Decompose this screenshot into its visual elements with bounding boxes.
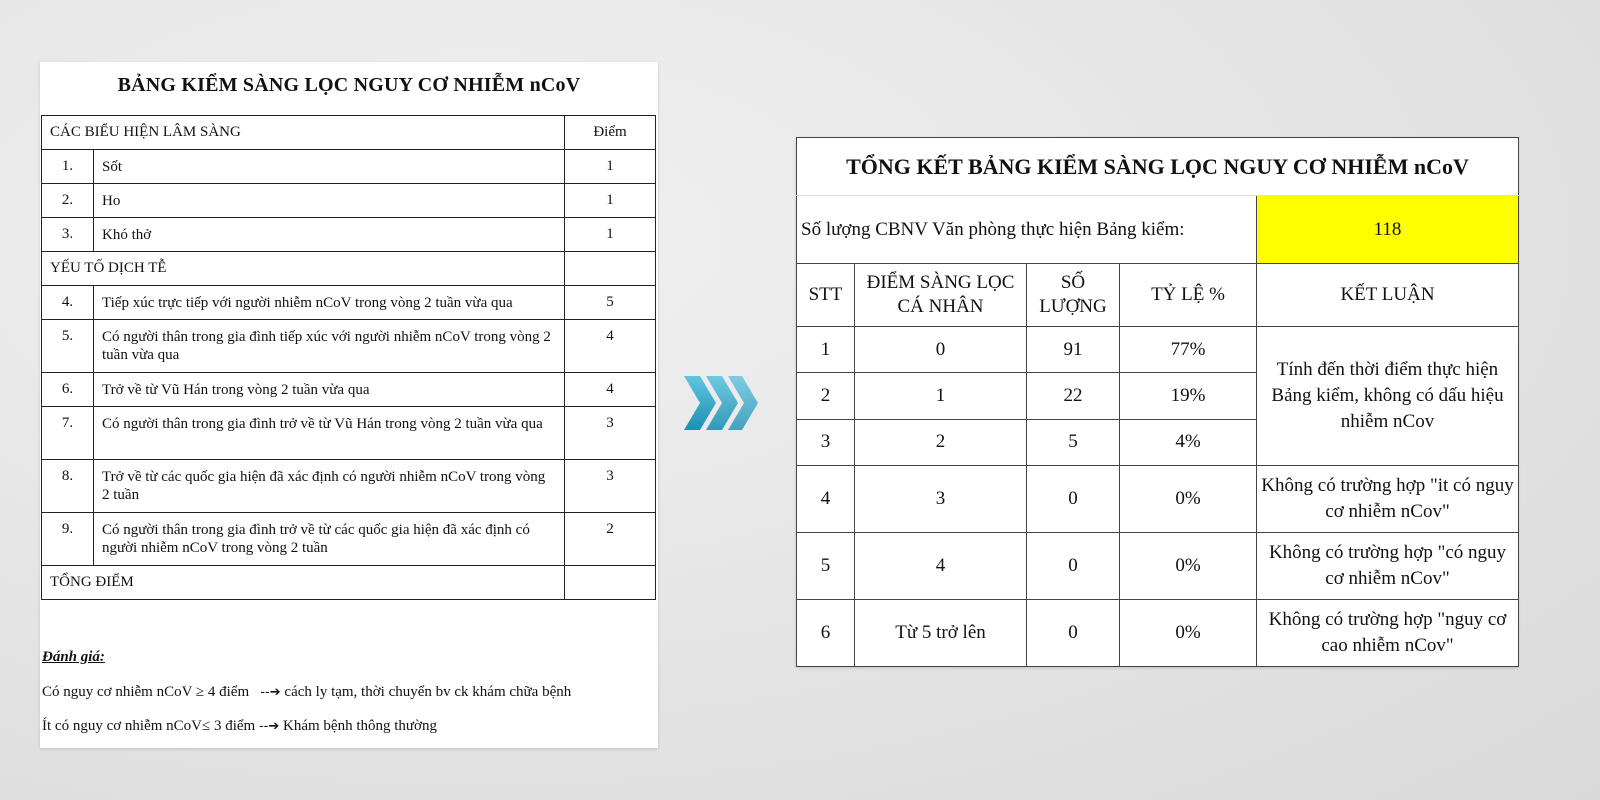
item-text: Có người thân trong gia đình trở về từ các quốc gia hiện đã xác định có người nhiễm nCoV trong vòng 2 tuần: [94, 513, 565, 566]
section-row-clinical: [42, 116, 656, 150]
total-points-empty: [565, 566, 656, 600]
header-quantity: SỐ LƯỢNG: [1027, 264, 1120, 327]
row-ratio: 77%: [1120, 327, 1257, 373]
item-points: 3: [565, 460, 656, 513]
table-row: [42, 373, 656, 407]
table-row: [797, 532, 1519, 599]
evaluation-condition: Ít có nguy cơ nhiễm nCoV≤ 3 điểm: [42, 718, 256, 734]
section-points-empty: [565, 252, 656, 286]
row-stt: 4: [797, 465, 855, 532]
item-points: 1: [565, 150, 656, 184]
table-row: [42, 407, 656, 460]
table-row: [42, 286, 656, 320]
row-ratio: 0%: [1120, 532, 1257, 599]
summary-header-row: [797, 264, 1519, 327]
row-quantity: 0: [1027, 599, 1120, 666]
arrow-right-icon: --➔: [258, 719, 280, 734]
table-row: [797, 599, 1519, 666]
row-conclusion: Không có trường hợp "nguy cơ cao nhiễm nCov": [1257, 599, 1519, 666]
summary-document: [796, 137, 1518, 667]
item-points: 3: [565, 407, 656, 460]
table-row: [42, 460, 656, 513]
evaluation-action: cách ly tạm, thời chuyển bv ck khám chữa bệnh: [284, 684, 572, 700]
row-score: 3: [855, 465, 1027, 532]
section-row-epidemic: [42, 252, 656, 286]
row-score: Từ 5 trở lên: [855, 599, 1027, 666]
row-stt: 3: [797, 419, 855, 465]
row-score: 0: [855, 327, 1027, 373]
item-points: 2: [565, 513, 656, 566]
item-text: Có người thân trong gia đình trở về từ Vũ Hán trong vòng 2 tuần vừa qua: [94, 407, 565, 460]
row-stt: 6: [797, 599, 855, 666]
table-row: [797, 327, 1519, 373]
row-quantity: 22: [1027, 373, 1120, 419]
row-stt: 2: [797, 373, 855, 419]
row-stt: 5: [797, 532, 855, 599]
row-ratio: 4%: [1120, 419, 1257, 465]
evaluation-action: Khám bệnh thông thường: [283, 718, 437, 734]
item-number: 4.: [42, 286, 94, 320]
total-label: TỔNG ĐIỂM: [42, 566, 565, 600]
row-quantity: 91: [1027, 327, 1120, 373]
table-row: [42, 218, 656, 252]
row-score: 1: [855, 373, 1027, 419]
header-ratio: TỶ LỆ %: [1120, 264, 1257, 327]
header-score: ĐIỂM SÀNG LỌC CÁ NHÂN: [855, 264, 1027, 327]
row-stt: 1: [797, 327, 855, 373]
screening-checklist-document: [40, 62, 658, 748]
item-number: 3.: [42, 218, 94, 252]
item-number: 2.: [42, 184, 94, 218]
item-text: Ho: [94, 184, 565, 218]
row-conclusion: Không có trường hợp "có nguy cơ nhiễm nCov": [1257, 532, 1519, 599]
arrow-right-icon: --➔: [260, 685, 281, 700]
triple-chevron-right-icon: [682, 374, 762, 432]
row-score: 2: [855, 419, 1027, 465]
header-stt: STT: [797, 264, 855, 327]
participant-count-value: 118: [1257, 196, 1519, 264]
row-quantity: 5: [1027, 419, 1120, 465]
checklist-title: BẢNG KIỂM SÀNG LỌC NGUY CƠ NHIỄM nCoV: [117, 74, 581, 96]
evaluation-line-low-risk: [42, 718, 437, 735]
row-score: 4: [855, 532, 1027, 599]
item-number: 9.: [42, 513, 94, 566]
table-row: [42, 513, 656, 566]
table-row: [42, 150, 656, 184]
evaluation-title: Đánh giá:: [42, 649, 105, 665]
item-text: Trở về từ các quốc gia hiện đã xác định có người nhiễm nCoV trong vòng 2 tuần: [94, 460, 565, 513]
item-points: 4: [565, 373, 656, 407]
row-ratio: 0%: [1120, 465, 1257, 532]
item-text: Khó thở: [94, 218, 565, 252]
item-points: 4: [565, 320, 656, 373]
table-row: [42, 184, 656, 218]
total-row: [42, 566, 656, 600]
table-row: [797, 465, 1519, 532]
merged-conclusion: Tính đến thời điểm thực hiện Bảng kiểm, không có dấu hiệu nhiễm nCov: [1257, 327, 1519, 465]
summary-title: TỔNG KẾT BẢNG KIỂM SÀNG LỌC NGUY CƠ NHIỄM nCoV: [797, 138, 1519, 196]
row-quantity: 0: [1027, 465, 1120, 532]
evaluation-condition: Có nguy cơ nhiễm nCoV ≥ 4 điểm: [42, 684, 250, 700]
item-number: 7.: [42, 407, 94, 460]
row-ratio: 19%: [1120, 373, 1257, 419]
participant-count-label: Số lượng CBNV Văn phòng thực hiện Bảng kiểm:: [797, 196, 1257, 264]
item-text: Tiếp xúc trực tiếp với người nhiễm nCoV trong vòng 2 tuần vừa qua: [94, 286, 565, 320]
section-label-epidemic: YẾU TỐ DỊCH TỄ: [42, 252, 565, 286]
row-ratio: 0%: [1120, 599, 1257, 666]
evaluation-line-high-risk: [42, 684, 571, 701]
row-conclusion: Không có trường hợp "it có nguy cơ nhiễm nCov": [1257, 465, 1519, 532]
points-header: Điểm: [565, 116, 656, 150]
summary-table: [796, 137, 1519, 667]
item-number: 1.: [42, 150, 94, 184]
section-label-clinical: CÁC BIỂU HIỆN LÂM SÀNG: [42, 116, 565, 150]
item-number: 8.: [42, 460, 94, 513]
item-number: 5.: [42, 320, 94, 373]
item-points: 1: [565, 218, 656, 252]
item-points: 1: [565, 184, 656, 218]
item-points: 5: [565, 286, 656, 320]
table-row: [42, 320, 656, 373]
checklist-table: [41, 115, 656, 600]
item-text: Trở về từ Vũ Hán trong vòng 2 tuần vừa qua: [94, 373, 565, 407]
item-number: 6.: [42, 373, 94, 407]
header-conclusion: KẾT LUẬN: [1257, 264, 1519, 327]
item-text: Có người thân trong gia đình tiếp xúc với người nhiễm nCoV trong vòng 2 tuần vừa qua: [94, 320, 565, 373]
row-quantity: 0: [1027, 532, 1120, 599]
item-text: Sốt: [94, 150, 565, 184]
